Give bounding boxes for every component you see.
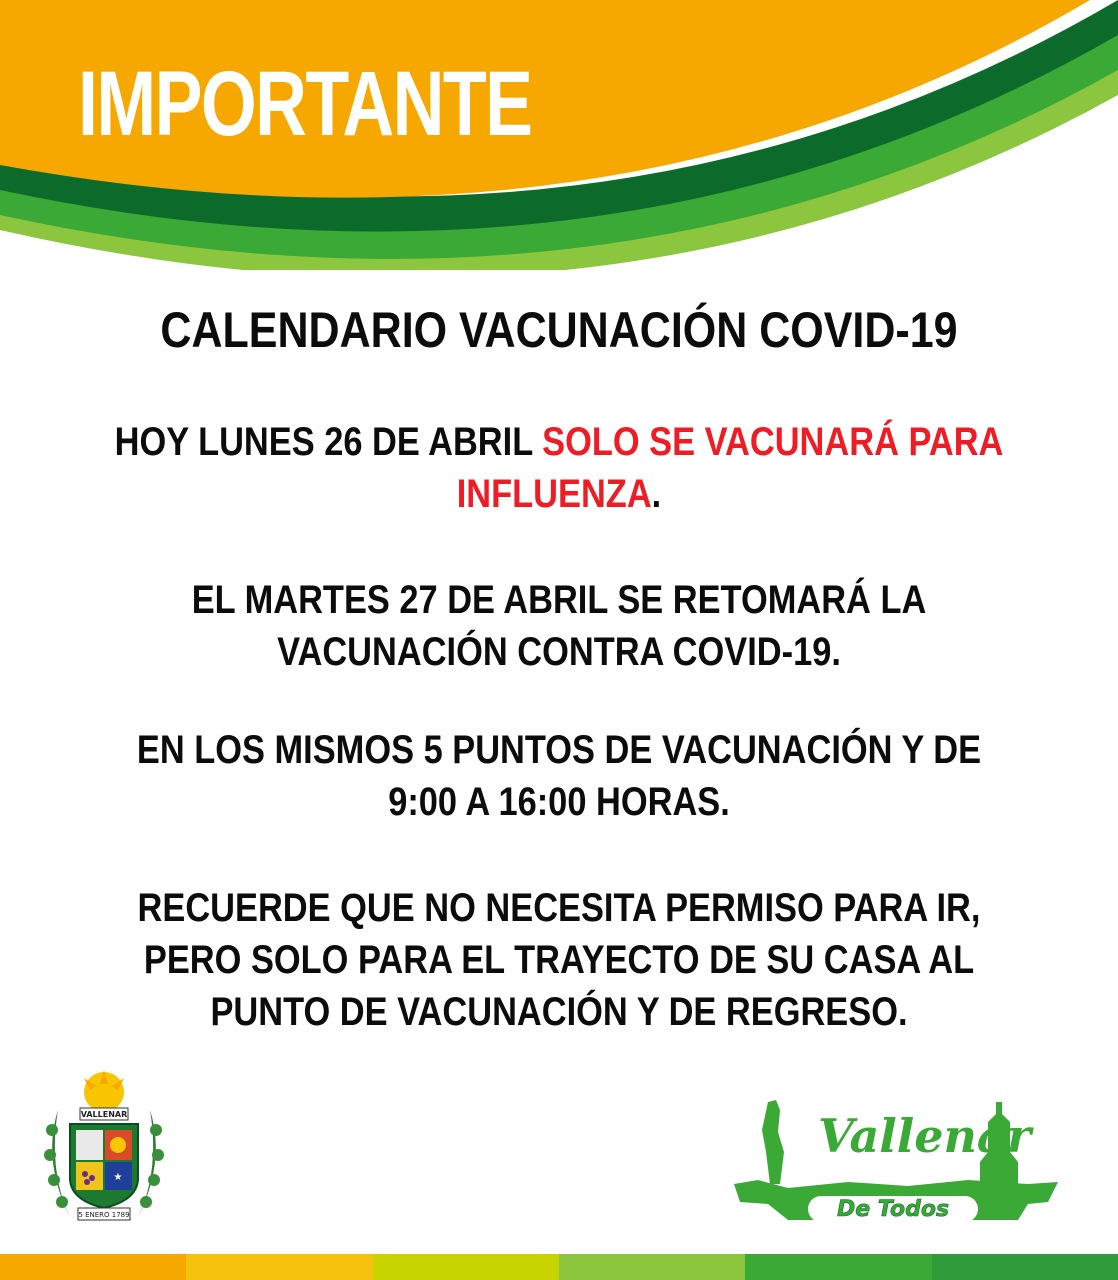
footer-color-segment xyxy=(186,1254,372,1280)
statue-icon xyxy=(762,1100,784,1184)
footer-color-segment xyxy=(745,1254,931,1280)
footer-color-segment xyxy=(932,1254,1118,1280)
heading-text: CALENDARIO VACUNACIÓN COVID-19 xyxy=(160,302,958,358)
announcement-permit xyxy=(40,882,1078,1038)
banner-title: IMPORTANTE xyxy=(78,53,532,155)
today-period: . xyxy=(651,472,662,516)
footer-color-segment xyxy=(0,1254,186,1280)
permit-line-2: PERO SOLO PARA EL TRAYECTO DE SU CASA AL xyxy=(143,938,975,982)
logo-tag-text: De Todos xyxy=(836,1197,950,1222)
footer-color-bar xyxy=(0,1254,1118,1280)
resume-line-1: EL MARTES 27 DE ABRIL SE RETOMARÁ LA xyxy=(191,578,927,622)
announcement-today xyxy=(40,416,1078,520)
footer-color-segment xyxy=(373,1254,559,1280)
locations-line-1: EN LOS MISMOS 5 PUNTOS DE VACUNACIÓN Y DE xyxy=(136,728,982,772)
crest-top-text: VALLENAR xyxy=(80,1110,128,1119)
svg-text:★: ★ xyxy=(113,1172,123,1183)
permit-line-1: RECUERDE QUE NO NECESITA PERMISO PARA IR, xyxy=(137,886,981,930)
vallenar-de-todos-logo xyxy=(728,1092,1064,1228)
page-heading xyxy=(40,302,1078,358)
announcement-resume xyxy=(40,574,1078,678)
sun-rays-icon xyxy=(84,1070,124,1112)
permit-line-3: PUNTO DE VACUNACIÓN Y DE REGRESO. xyxy=(210,990,908,1034)
locations-line-2: 9:00 A 16:00 HORAS. xyxy=(388,780,730,824)
influenza-only-text: SOLO SE VACUNARÁ PARA xyxy=(542,420,1004,464)
today-line-2 xyxy=(113,468,1006,520)
today-line-1 xyxy=(113,416,1006,468)
logo-script-text: Vallenar xyxy=(818,1109,1031,1163)
announcement-locations xyxy=(40,724,1078,828)
vallenar-coat-of-arms xyxy=(40,1070,168,1225)
today-date-text: HOY LUNES 26 DE ABRIL xyxy=(114,420,543,464)
crest-bottom-text: 5 ENERO 1789 xyxy=(78,1211,130,1219)
influenza-word: INFLUENZA xyxy=(456,472,652,516)
footer-color-segment xyxy=(559,1254,745,1280)
resume-line-2: VACUNACIÓN CONTRA COVID-19. xyxy=(277,630,841,674)
